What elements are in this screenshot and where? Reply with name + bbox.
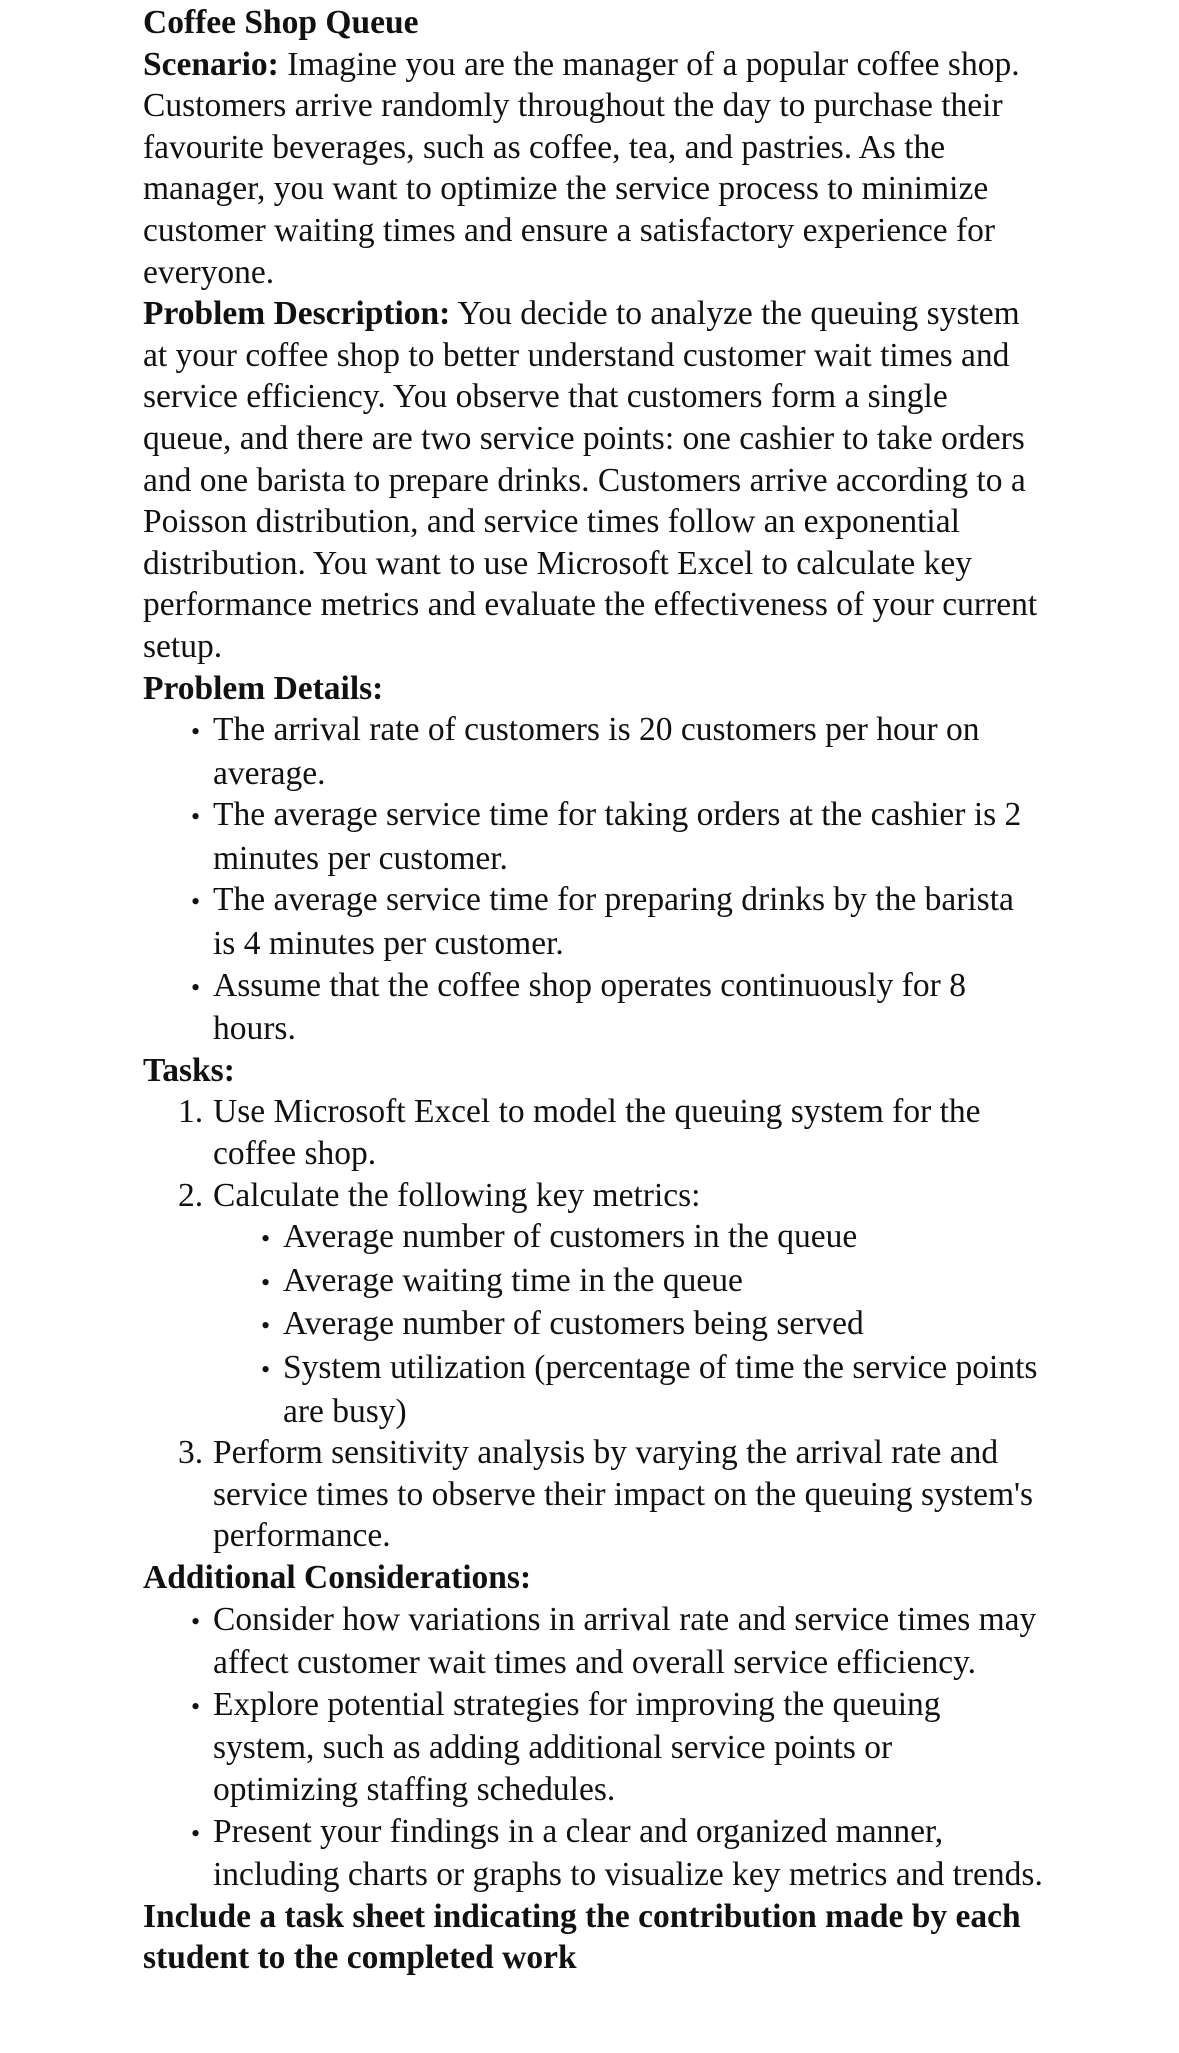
task-item [143, 1432, 1043, 1557]
task-text: Calculate the following key metrics: [213, 1176, 701, 1214]
task-text: Perform sensitivity analysis by varying the arrival rate and service times to observe their impact on the queuing system's performance. [213, 1434, 1034, 1555]
list-item: • Present your findings in a clear and organized manner, including charts or graphs to visualize key metrics and trends. [143, 1811, 1043, 1896]
task-text: Use Microsoft Excel to model the queuing system for the coffee shop. [213, 1093, 981, 1173]
tasks-list [143, 1091, 1043, 1216]
task-item [143, 1091, 1043, 1174]
problem-description-label: Problem Description: [143, 295, 451, 333]
problem-description-text: You decide to analyze the queuing system at your coffee shop to better understand customer wait times and service efficiency. You observe that customers form a single queue, and there are two service points: one cashier to take orders and one barista to prepare drinks. Customers arrive according to a Poisson distribution, and service times follow an exponential distribution. You want to use Microsoft Excel to calculate key performance metrics and evaluate the effectiveness of your current setup. [143, 295, 1038, 665]
list-item: • The average service time for preparing drinks by the barista is 4 minutes per customer. [143, 879, 1043, 964]
additional-considerations-list [143, 1599, 1043, 1896]
list-item: • Explore potential strategies for improving the queuing system, such as adding additional service points or optimizing staffing schedules. [143, 1684, 1043, 1811]
list-item: • Average waiting time in the queue [143, 1260, 1043, 1304]
list-item: • Assume that the coffee shop operates continuously for 8 hours. [143, 965, 1043, 1050]
scenario-text: Imagine you are the manager of a popular coffee shop. Customers arrive randomly throughout the day to purchase their favourite beverages, such as coffee, tea, and pastries. As the manager, you want to optimize the service process to minimize customer waiting times and ensure a satisfactory experience for everyone. [143, 45, 1020, 291]
problem-details-heading: Problem Details: [143, 669, 384, 707]
scenario-paragraph [143, 44, 1043, 294]
list-item: • Average number of customers in the queue [143, 1216, 1043, 1260]
problem-details-list [143, 709, 1043, 1050]
list-item: • Average number of customers being served [143, 1303, 1043, 1347]
task-number: 3. [178, 1434, 204, 1472]
document-title: Coffee Shop Queue [143, 4, 419, 41]
list-item: • The average service time for taking orders at the cashier is 2 minutes per customer. [143, 794, 1043, 879]
task-number: 1. [178, 1093, 204, 1131]
problem-description-paragraph [143, 293, 1043, 667]
additional-considerations-heading: Additional Considerations: [143, 1558, 532, 1596]
list-item: • System utilization (percentage of time the service points are busy) [143, 1347, 1043, 1432]
metrics-list [143, 1216, 1043, 1432]
tasks-list-continued [143, 1432, 1043, 1557]
final-note: Include a task sheet indicating the contribution made by each student to the completed work [143, 1897, 1021, 1977]
list-item: • Consider how variations in arrival rate and service times may affect customer wait times and overall service efficiency. [143, 1599, 1043, 1684]
tasks-heading: Tasks: [143, 1051, 235, 1089]
scenario-label: Scenario: [143, 45, 279, 83]
task-item [143, 1175, 1043, 1217]
task-number: 2. [178, 1176, 204, 1214]
list-item: • The arrival rate of customers is 20 customers per hour on average. [143, 709, 1043, 794]
